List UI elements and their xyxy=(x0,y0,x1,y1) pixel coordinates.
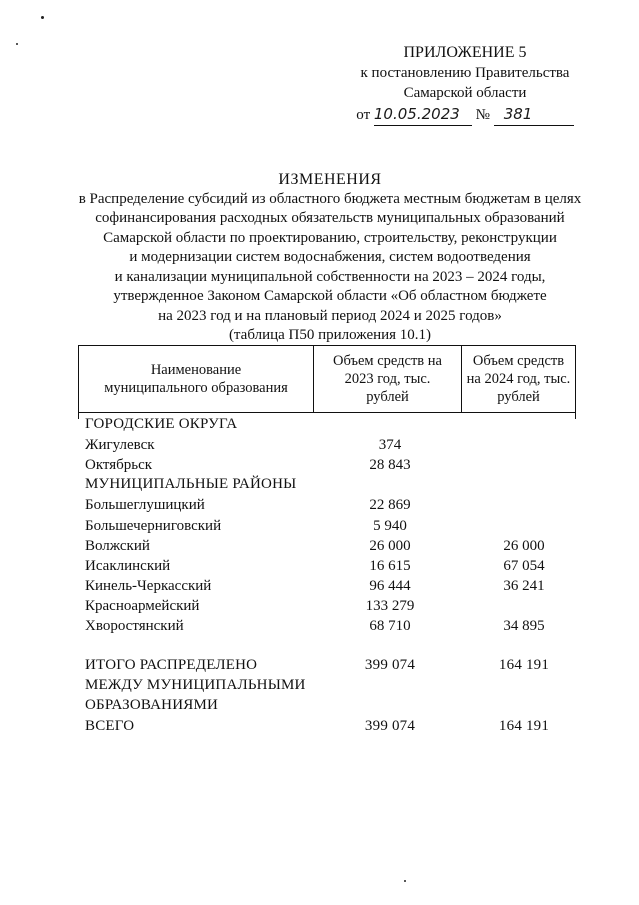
appendix-title: ПРИЛОЖЕНИЕ 5 xyxy=(403,44,527,61)
row-value-2023: 5 940 xyxy=(373,518,407,534)
table-row xyxy=(85,474,585,494)
row-name: Красноармейский xyxy=(85,598,200,614)
scan-speck xyxy=(404,880,406,882)
appendix-date-number-line xyxy=(330,104,600,126)
table-row xyxy=(85,435,585,455)
total-distributed-2024: 164 191 xyxy=(498,657,550,673)
grand-total-2023: 399 074 xyxy=(364,718,416,734)
row-value-2023: 96 444 xyxy=(369,578,411,594)
row-value-2024: 36 241 xyxy=(503,578,545,594)
handwritten-number: 381 xyxy=(503,105,533,123)
row-name: Волжский xyxy=(85,538,150,554)
row-name: Хворостянский xyxy=(85,618,184,634)
date-field xyxy=(374,104,472,126)
row-name: Октябрьск xyxy=(85,457,153,473)
header-name-column xyxy=(79,346,314,412)
total-distributed-label-2: МЕЖДУ МУНИЦИПАЛЬНЫМИ xyxy=(85,677,306,693)
table-row xyxy=(85,596,585,616)
table-row xyxy=(85,516,585,536)
number-label: № xyxy=(475,107,490,123)
table-row xyxy=(85,414,585,434)
total-distributed-label-3: ОБРАЗОВАНИЯМИ xyxy=(85,697,219,713)
appendix-region-line: Самарской области xyxy=(403,85,527,101)
heading-line-8: (таблица П50 приложения 10.1) xyxy=(228,327,432,343)
table-row xyxy=(85,556,585,576)
grand-total-row xyxy=(85,716,585,736)
total-distributed-row-cont xyxy=(85,675,585,695)
handwritten-date: 10.05.2023 xyxy=(373,105,460,123)
heading-line-5: и канализации муниципальной собственности на 2023 – 2024 годы, xyxy=(114,268,546,285)
total-distributed-2023: 399 074 xyxy=(364,657,416,673)
header-2023-column xyxy=(314,346,462,412)
row-value-2023: 16 615 xyxy=(369,558,411,574)
row-value-2024: 34 895 xyxy=(503,618,545,634)
row-value-2023: 133 279 xyxy=(365,598,415,614)
total-distributed-label-1: ИТОГО РАСПРЕДЕЛЕНО xyxy=(85,657,258,673)
heading-title: ИЗМЕНЕНИЯ xyxy=(278,171,382,188)
heading-line-1: в Распределение субсидий из областного бюджета местным бюджетам в целях xyxy=(78,190,582,207)
appendix-resolution-line: к постановлению Правительства xyxy=(360,65,570,81)
header-2024-column xyxy=(462,346,575,412)
heading-line-2: софинансирования расходных обязательств муниципальных образований xyxy=(95,210,565,226)
row-value-2023: 68 710 xyxy=(369,618,411,634)
table-header xyxy=(78,345,576,413)
header-2023-label: Объем средств на 2023 год, тыс. рублей xyxy=(333,353,442,405)
row-name: Кинель-Черкасский xyxy=(85,578,212,594)
table-row xyxy=(85,455,585,475)
row-value-2023: 374 xyxy=(378,437,402,453)
row-value-2023: 26 000 xyxy=(369,538,411,554)
heading-line-6: утвержденное Законом Самарской области «Об областном бюджете xyxy=(113,288,547,304)
table-row xyxy=(85,536,585,556)
row-value-2024: 67 054 xyxy=(503,558,545,574)
row-name: Жигулевск xyxy=(85,437,155,453)
table-row xyxy=(85,616,585,636)
row-value-2024: 26 000 xyxy=(503,538,545,554)
row-name: МУНИЦИПАЛЬНЫЕ РАЙОНЫ xyxy=(85,476,297,492)
scan-speck xyxy=(41,16,44,19)
row-value-2023: 22 869 xyxy=(369,497,411,513)
heading-line-3: Самарской области по проектированию, строительству, реконструкции xyxy=(103,229,557,246)
row-name: Исаклинский xyxy=(85,558,171,574)
total-distributed-row-cont xyxy=(85,695,585,715)
grand-total-label: ВСЕГО xyxy=(85,718,135,734)
from-label: от xyxy=(356,107,371,123)
row-value-2023: 28 843 xyxy=(369,457,411,473)
heading-line-7: на 2023 год и на плановый период 2024 и 2025 годов» xyxy=(158,307,502,324)
row-name: ГОРОДСКИЕ ОКРУГА xyxy=(85,416,238,432)
number-field xyxy=(494,104,574,126)
total-distributed-row xyxy=(85,655,585,675)
table-row xyxy=(85,576,585,596)
document-heading xyxy=(40,170,620,346)
row-name: Большечерниговский xyxy=(85,518,222,534)
table-row xyxy=(85,495,585,515)
heading-line-4: и модернизации систем водоснабжения, систем водоотведения xyxy=(129,249,531,265)
appendix-block xyxy=(330,43,600,126)
header-name-label: Наименование муниципального образования xyxy=(104,362,288,396)
scan-speck xyxy=(16,43,18,45)
grand-total-2024: 164 191 xyxy=(498,718,550,734)
header-2024-label: Объем средств на 2024 год, тыс. рублей xyxy=(466,353,571,405)
row-name: Большеглушицкий xyxy=(85,497,205,513)
